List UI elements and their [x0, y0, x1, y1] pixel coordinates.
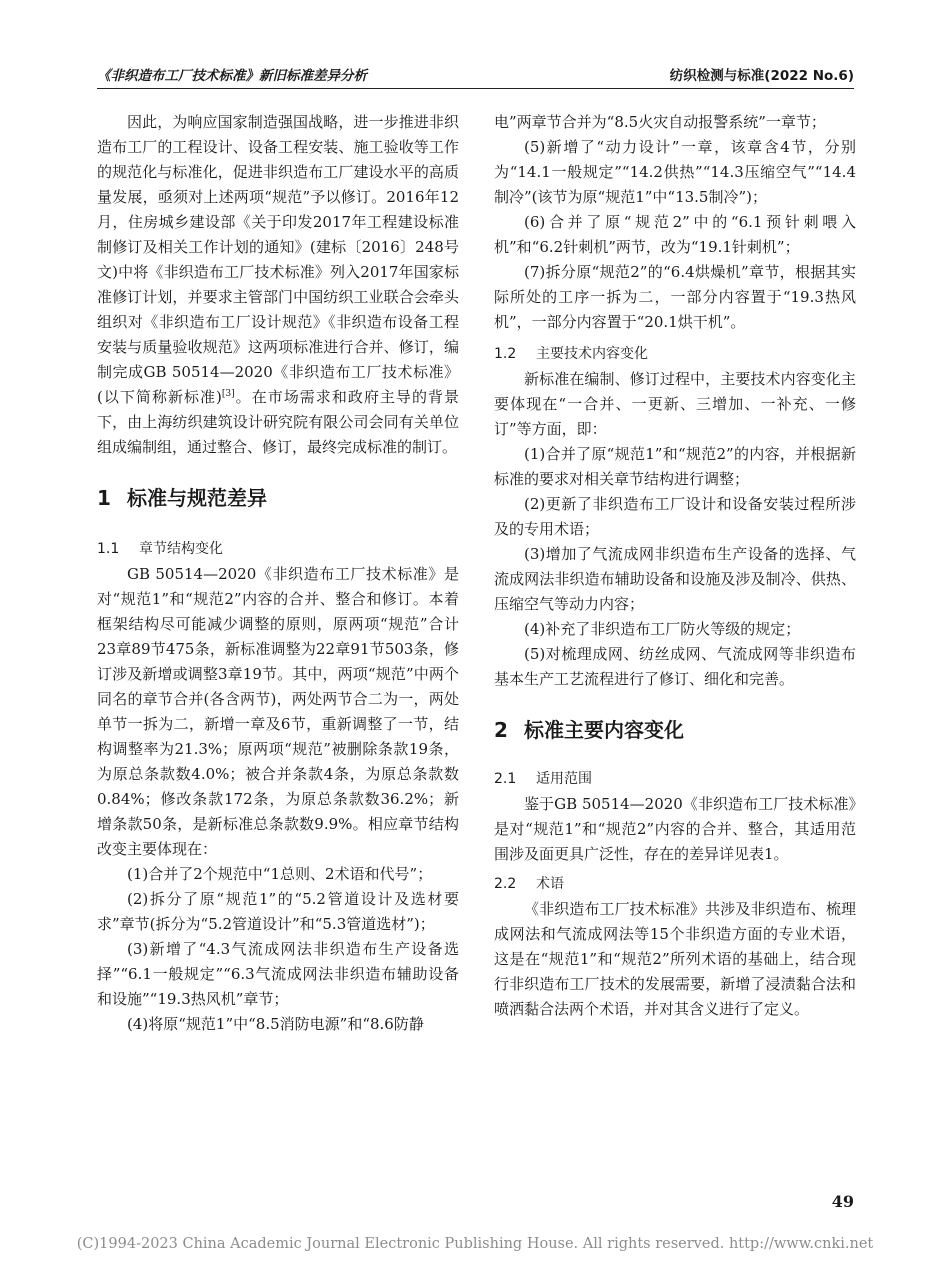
left-column: [97, 110, 459, 1037]
section-2-2-number: 2.2: [494, 876, 517, 892]
intro-text: 因此，为响应国家制造强国战略，进一步推进非织造布工厂的工程设计、设备工程安装、施工验收等工作的规范化与标准化，促进非织造布工厂建设水平的高质量发展，亟须对上述两项“规范”予以修订。2016年12月，住房城乡建设部《关于印发2017年工程建设标准制修订及相关工作计划的通知》(建标〔2016〕248号文)中将《非织造布工厂技术标准》列入2017年国家标准修订计划，并要求主管部门中国纺织工业联合会牵头组织对《非织造布工厂设计规范》《非织造布设备工程安装与质量验收规范》这两项标准进行合并、修订，编制完成GB 50514—2020《非织造布工厂技术标准》(以下简称新标准): [97, 113, 459, 406]
section-1-2-number: 1.2: [494, 346, 517, 362]
section-1-1-heading: [97, 538, 459, 560]
list-item: (5)对梳理成网、纺丝成网、气流成网等非织造布基本生产工艺流程进行了修订、细化和完善。: [494, 645, 856, 688]
section-2-1-heading: [494, 768, 856, 790]
list-item: (7)拆分原“规范2”的“6.4烘燥机”章节，根据其实际所处的工序一拆为二，一部分内容置于“19.3热风机”，一部分内容置于“20.1烘干机”。: [494, 263, 856, 331]
section-2-title: 标准主要内容变化: [524, 718, 684, 742]
section-1-heading: [97, 484, 459, 512]
right-column: [494, 110, 856, 1022]
list-item: (4)将原“规范1”中“8.5消防电源”和“8.6防静: [127, 1015, 424, 1033]
section-2-number: 2: [494, 718, 508, 742]
list-item: (4)补充了非织造布工厂防火等级的规定；: [524, 620, 801, 638]
section-2-1-number: 2.1: [494, 771, 517, 787]
section-2-2-title: 术语: [536, 876, 564, 892]
list-item: (2)更新了非织造布工厂设计和设备安装过程所涉及的专用术语；: [494, 495, 856, 538]
section-1-1-title: 章节结构变化: [139, 541, 223, 557]
intro-paragraph: [97, 110, 459, 460]
list-item: (2)拆分了原“规范1”的“5.2管道设计及选材要求”章节(拆分为“5.2管道设计”和“5.3管道选材”)；: [97, 890, 459, 933]
section-2-heading: [494, 716, 856, 744]
section-1-2-heading: [494, 343, 856, 365]
section-2-1-title: 适用范围: [536, 771, 592, 787]
section-1-1-paragraph: GB 50514—2020《非织造布工厂技术标准》是对“规范1”和“规范2”内容的合并、整合和修订。本着框架结构尽可能减少调整的原则，原两项“规范”合计23章89节475条，新标准调整为22章91节503条，修订涉及新增或调整3章19节。其中，两项“规范”中两个同名的章节合并(各含两节)，两处两节合二为一，两处单节一拆为二，新增一章及6节，重新调整了一节，结构调整率为21.3%；原两项“规范”被删除条款19条，为原总条款数4.0%；被合并条款4条，为原总条款数0.84%；修改条款172条，为原总条款数36.2%；新增条款50条，是新标准总条款数9.9%。相应章节结构改变主要体现在：: [97, 565, 459, 858]
section-1-1-number: 1.1: [97, 541, 120, 557]
section-1-2-title: 主要技术内容变化: [536, 346, 648, 362]
header-rule: [97, 88, 854, 89]
section-1-number: 1: [97, 486, 111, 510]
section-2-1-paragraph: 鉴于GB 50514—2020《非织造布工厂技术标准》是对“规范1”和“规范2”内容的合并、整合，其适用范围涉及面更具广泛性，存在的差异详见表1。: [494, 795, 856, 863]
list-item: (1)合并了原“规范1”和“规范2”的内容，并根据新标准的要求对相关章节结构进行调整；: [494, 445, 856, 488]
page-number: 49: [831, 1192, 854, 1211]
list-item: (6)合并了原“规范2”中的“6.1预针刺喂入机”和“6.2针刺机”两节，改为“19.1针刺机”；: [494, 213, 856, 256]
continued-item: 电”两章节合并为“8.5火灾自动报警系统”一章节；: [494, 113, 826, 131]
list-item: (3)新增了“4.3气流成网法非织造布生产设备选择”“6.1一般规定”“6.3气流成网法非织造布辅助设备和设施”“19.3热风机”章节；: [97, 940, 459, 1008]
running-header-title: 《非织造布工厂技术标准》新旧标准差异分析: [97, 68, 367, 84]
section-2-2-heading: [494, 873, 856, 895]
copyright-footer: (C)1994-2023 China Academic Journal Electronic Publishing House. All rights reserved. http://www.cnki.net: [76, 1236, 874, 1252]
section-1-2-paragraph: 新标准在编制、修订过程中，主要技术内容变化主要体现在“一合并、一更新、三增加、一补充、一修订”等方面，即：: [494, 370, 856, 438]
intro-tail-text: 。在市场需求和政府主导的背景下，由上海纺织建筑设计研究院有限公司会同有关单位组成编制组，通过整合、修订，最终完成标准的制订。: [97, 388, 459, 456]
citation-ref: [3]: [221, 389, 235, 399]
section-1-title: 标准与规范差异: [127, 486, 267, 510]
list-item: (5)新增了“动力设计”一章，该章含4节，分别为“14.1一般规定”“14.2供热”“14.3压缩空气”“14.4制冷”(该节为原“规范1”中“13.5制冷”)；: [494, 138, 856, 206]
list-item: (1)合并了2个规范中“1总则、2术语和代号”；: [127, 865, 433, 883]
section-2-2-paragraph: 《非织造布工厂技术标准》共涉及非织造布、梳理成网法和气流成网法等15个非织造方面的专业术语，这是在“规范1”和“规范2”所列术语的基础上，结合现行非织造布工厂技术的发展需要，新增了浸渍黏合法和喷洒黏合法两个术语，并对其含义进行了定义。: [494, 900, 856, 1018]
running-header-journal: 纺织检测与标准(2022 No.6): [669, 68, 854, 84]
list-item: (3)增加了气流成网非织造布生产设备的选择、气流成网法非织造布辅助设备和设施及涉及制冷、供热、压缩空气等动力内容；: [494, 545, 856, 613]
